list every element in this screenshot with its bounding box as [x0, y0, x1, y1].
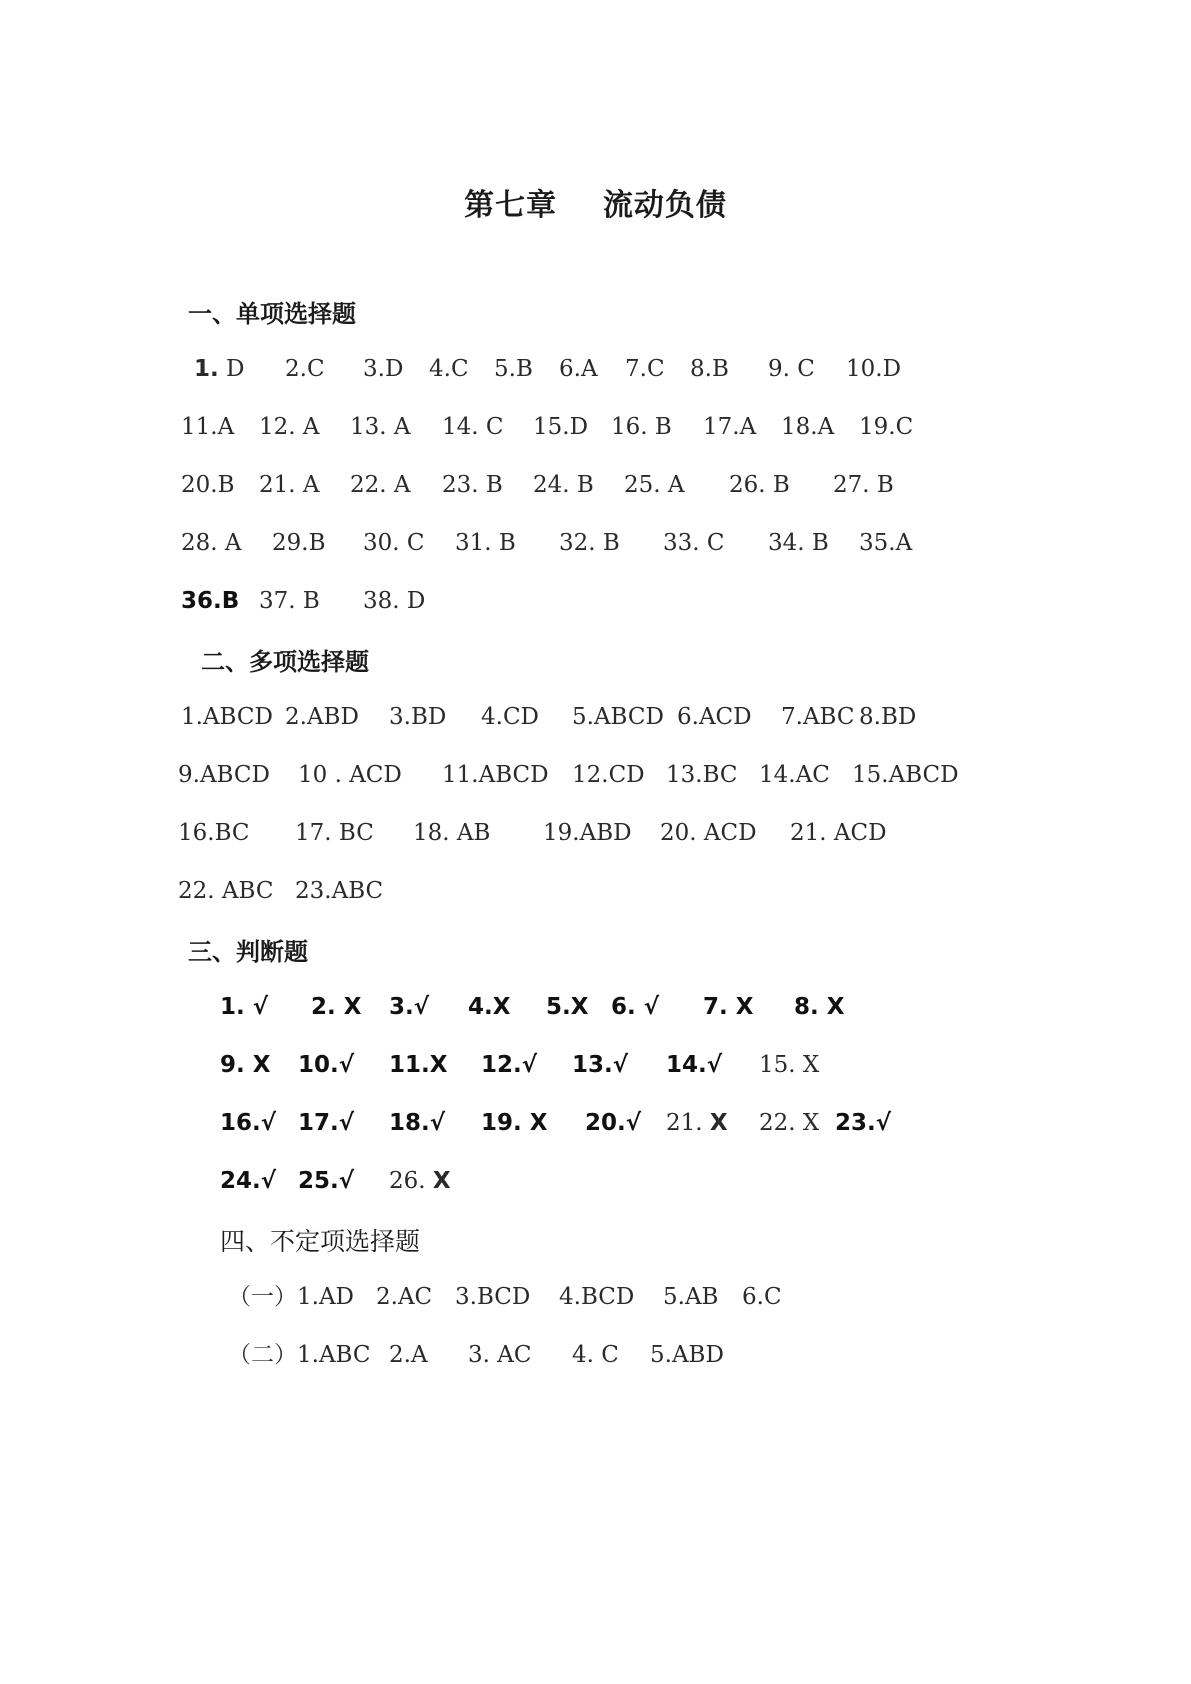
s3-answer: 23.√: [835, 1110, 892, 1136]
s3-answer: 4.X: [468, 994, 511, 1020]
s4-answer: 4.BCD: [559, 1284, 635, 1310]
s2-answer: 5.ABCD: [572, 704, 664, 730]
s1-answer: 38. D: [363, 588, 426, 614]
s1-answer: 13. A: [350, 414, 411, 440]
s3-answer: 21. X: [666, 1110, 728, 1136]
s1-answer: 20.B: [181, 472, 235, 498]
section-3-heading: 三、判断题: [188, 938, 308, 966]
s1-answer: 25. A: [624, 472, 685, 498]
s1-answer: 2.C: [285, 356, 325, 382]
s2-answer: 3.BD: [389, 704, 447, 730]
s1-answer: 28. A: [181, 530, 242, 556]
s1-answer: 36.B: [181, 588, 240, 614]
s4-answer: （二）1.ABC: [228, 1342, 371, 1368]
s2-answer: 8.BD: [859, 704, 917, 730]
s1-answer: 22. A: [350, 472, 411, 498]
s1-line-5: [0, 584, 1191, 618]
s1-answer: 24. B: [533, 472, 594, 498]
s1-answer: 32. B: [559, 530, 620, 556]
s3-answer: 11.X: [389, 1052, 448, 1078]
s2-answer: 4.CD: [481, 704, 539, 730]
s1-answer: 27. B: [833, 472, 894, 498]
s3-answer: 3.√: [389, 994, 430, 1020]
s3-answer: 2. X: [311, 994, 362, 1020]
s2-answer: 7.ABC: [781, 704, 855, 730]
s1-line-2: [0, 410, 1191, 444]
s2-answer: 11.ABCD: [442, 762, 549, 788]
s1-answer: 21. A: [259, 472, 320, 498]
s2-answer: 21. ACD: [790, 820, 887, 846]
s4-line-2: [0, 1338, 1191, 1372]
s2-answer: 2.ABD: [285, 704, 359, 730]
s3-answer: 12.√: [481, 1052, 538, 1078]
s2-answer: 1.ABCD: [181, 704, 273, 730]
s3-answer: 19. X: [481, 1110, 548, 1136]
s1-answer: 23. B: [442, 472, 503, 498]
s2-answer: 10 . ACD: [298, 762, 402, 788]
s3-answer: 9. X: [220, 1052, 271, 1078]
s1-answer: 14. C: [442, 414, 504, 440]
s3-answer: 15. X: [759, 1052, 820, 1078]
s2-line-3: [0, 816, 1191, 850]
s3-answer: 26. X: [389, 1168, 451, 1194]
s3-mark: X: [432, 1168, 451, 1194]
s1-answer: 30. C: [363, 530, 425, 556]
s1-answer: 1. D: [194, 356, 245, 382]
s1-answer: 15.D: [533, 414, 589, 440]
s2-answer: 14.AC: [759, 762, 830, 788]
s1-line-1: [0, 352, 1191, 386]
s1-answer: 16. B: [611, 414, 672, 440]
s1-answer: 35.A: [859, 530, 913, 556]
s4-answer: 2.AC: [376, 1284, 433, 1310]
s1-answer: 17.A: [703, 414, 757, 440]
s3-answer: 20.√: [585, 1110, 642, 1136]
s2-answer: 15.ABCD: [852, 762, 959, 788]
s2-answer: 19.ABD: [543, 820, 632, 846]
s4-answer: 3.BCD: [455, 1284, 531, 1310]
s4-line-1: [0, 1280, 1191, 1314]
s4-answer: 5.ABD: [650, 1342, 724, 1368]
s1-answer: 19.C: [859, 414, 914, 440]
s1-answer: 12. A: [259, 414, 320, 440]
s1-answer: 37. B: [259, 588, 320, 614]
s2-answer: 23.ABC: [295, 878, 384, 904]
s2-answer: 12.CD: [572, 762, 645, 788]
s3-answer: 10.√: [298, 1052, 355, 1078]
s2-answer: 13.BC: [666, 762, 738, 788]
s4-answer: 3. AC: [468, 1342, 532, 1368]
s1-answer: 26. B: [729, 472, 790, 498]
s4-answer: 6.C: [742, 1284, 782, 1310]
s1-answer: 33. C: [663, 530, 725, 556]
s1-line-3: [0, 468, 1191, 502]
s1-answer: 5.B: [494, 356, 533, 382]
s1-answer: 31. B: [455, 530, 516, 556]
s2-line-2: [0, 758, 1191, 792]
s4-answer: 5.AB: [663, 1284, 719, 1310]
s2-answer: 20. ACD: [660, 820, 757, 846]
s1-line-4: [0, 526, 1191, 560]
s1-answer: 8.B: [690, 356, 729, 382]
s2-answer: 9.ABCD: [178, 762, 270, 788]
s1-answer: 11.A: [181, 414, 235, 440]
s3-answer: 5.X: [546, 994, 589, 1020]
s2-answer: 22. ABC: [178, 878, 274, 904]
s2-line-4: [0, 874, 1191, 908]
s1-answer: 18.A: [781, 414, 835, 440]
s3-answer: 7. X: [703, 994, 754, 1020]
s1-answer: 29.B: [272, 530, 326, 556]
s3-answer: 18.√: [389, 1110, 446, 1136]
s3-answer: 17.√: [298, 1110, 355, 1136]
s3-answer: 1. √: [220, 994, 269, 1020]
chapter-title: 第七章 流动负债: [464, 188, 727, 223]
s3-answer: 24.√: [220, 1168, 277, 1194]
s2-answer: 6.ACD: [677, 704, 752, 730]
s1-answer: 3.D: [363, 356, 404, 382]
s3-line-4: [0, 1164, 1191, 1198]
s4-answer: 2.A: [389, 1342, 428, 1368]
s4-answer: 4. C: [572, 1342, 619, 1368]
s2-line-1: [0, 700, 1191, 734]
s3-answer: 8. X: [794, 994, 845, 1020]
s3-answer: 16.√: [220, 1110, 277, 1136]
s1-answer: 9. C: [768, 356, 815, 382]
s3-line-2: [0, 1048, 1191, 1082]
s1-answer: 4.C: [429, 356, 469, 382]
section-1-heading: 一、单项选择题: [188, 300, 356, 328]
section-4-heading: 四、不定项选择题: [220, 1227, 421, 1256]
section-2-heading: 二、多项选择题: [201, 648, 369, 676]
s2-answer: 16.BC: [178, 820, 250, 846]
s3-mark: X: [709, 1110, 728, 1136]
s1-answer: 34. B: [768, 530, 829, 556]
s3-answer: 22. X: [759, 1110, 820, 1136]
s2-answer: 18. AB: [413, 820, 491, 846]
s3-answer: 25.√: [298, 1168, 355, 1194]
s3-answer: 13.√: [572, 1052, 629, 1078]
s3-line-3: [0, 1106, 1191, 1140]
s3-line-1: [0, 990, 1191, 1024]
s1-answer: 10.D: [846, 356, 902, 382]
s1-first-num: 1.: [194, 356, 219, 382]
s4-answer: （一）1.AD: [228, 1284, 354, 1310]
s3-answer: 14.√: [666, 1052, 723, 1078]
s3-answer: 6. √: [611, 994, 660, 1020]
s1-answer: 7.C: [625, 356, 665, 382]
s2-answer: 17. BC: [295, 820, 374, 846]
s1-answer: 6.A: [559, 356, 598, 382]
